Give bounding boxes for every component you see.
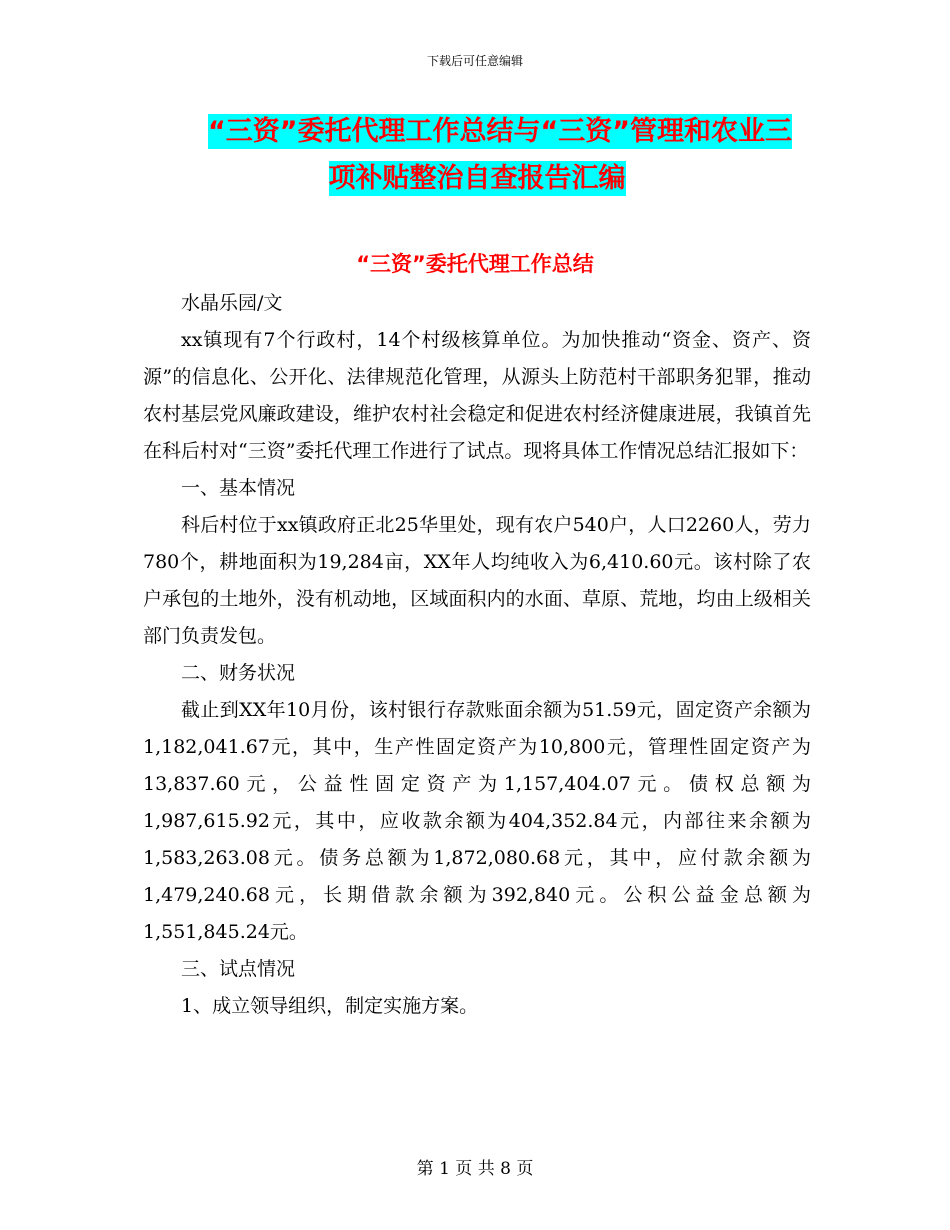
paragraph-basic-situation: 科后村位于xx镇政府正北25华里处，现有农户540户，人口2260人，劳力780个，耕地面积为19,284亩，XX年人均纯收入为6,410.60元。该村除了农户承包的土地外，没有机动地，区域面积内的水面、草原、荒地，均由上级相关部门负责发包。 bbox=[143, 514, 811, 647]
paragraph-pilot-item-1: 1、成立领导组织，制定实施方案。 bbox=[181, 995, 479, 1017]
heading-pilot-situation: 三、试点情况 bbox=[181, 958, 296, 980]
document-title-line-2: 项补贴整治自查报告汇编 bbox=[328, 163, 626, 194]
document-title-line-1: “三资”委托代理工作总结与“三资”管理和农业三 bbox=[208, 116, 792, 147]
author-line: 水晶乐园/文 bbox=[181, 292, 283, 314]
header-note: 下载后可任意编辑 bbox=[426, 54, 523, 68]
paragraph-financial-status: 截止到XX年10月份，该村银行存款账面余额为51.59元，固定资产余额为1,182,041.67元，其中，生产性固定资产为10,800元，管理性固定资产为13,837.60元，公益性固定资产为1,157,404.07元。债权总额为1,987,615.92元，其中，应收款余额为404,352.84元，内部往来余额为1,583,263.08元。债务总额为1,872,080.68元，其中，应付款余额为1,479,240.68元，长期借款余额为392,840元。公积公益金总额为1,551,845.24元。 bbox=[143, 699, 811, 943]
page-footer: 第 1 页 共 8 页 bbox=[416, 1159, 534, 1179]
section-title: “三资”委托代理工作总结 bbox=[356, 252, 594, 276]
heading-basic-situation: 一、基本情况 bbox=[181, 477, 296, 499]
paragraph-intro: xx镇现有7个行政村，14个村级核算单位。为加快推动“资金、资产、资源”的信息化、公开化、法律规范化管理，从源头上防范村干部职务犯罪，推动农村基层党风廉政建设，维护农村社会稳定和促进农村经济健康进展，我镇首先在科后村对“三资”委托代理工作进行了试点。现将具体工作情况总结汇报如下： bbox=[143, 329, 811, 462]
document-title bbox=[144, 108, 810, 202]
heading-financial-status: 二、财务状况 bbox=[181, 662, 296, 684]
body-text bbox=[143, 285, 811, 1025]
